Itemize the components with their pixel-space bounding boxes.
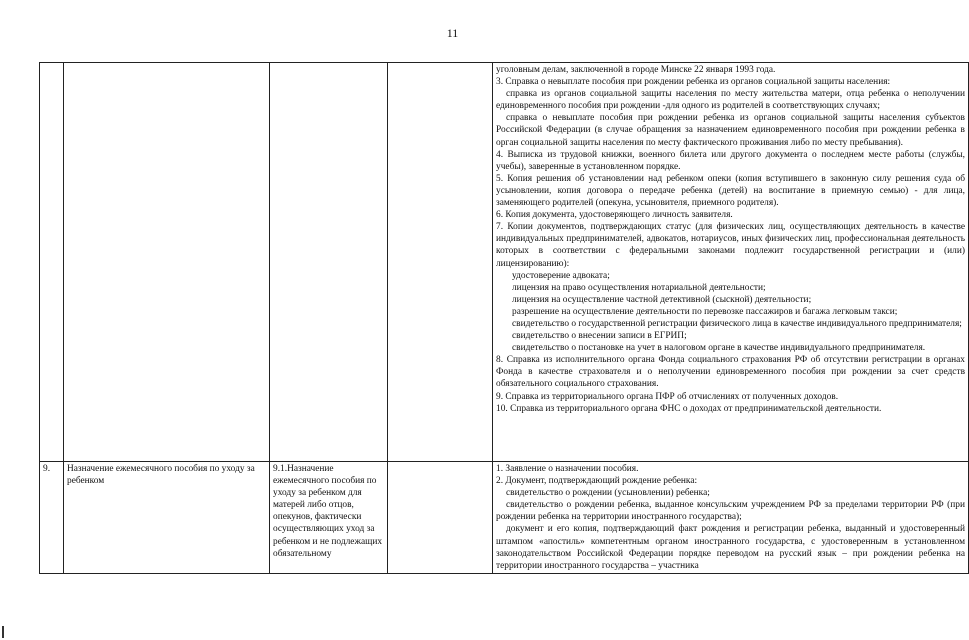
document-list-item: 3. Справка о невыплате пособия при рождении ребенка из органов социальной защиты населения: <box>496 77 891 88</box>
document-list-item: свидетельство о рождении ребенка, выданное консульским учреждением РФ за пределами территории РФ (при рождении ребенка на территории иностранного государства); <box>496 500 965 523</box>
row-number-cell <box>40 63 64 462</box>
documents-cell <box>493 63 969 462</box>
notes-cell <box>388 462 493 574</box>
document-list-item: 5. Копия решения об установлении над ребенком опеки (копия вступившего в законную силу решения суда об усыновлении, копия договора о передаче ребенка (детей) на воспитание в приемную семью) - для лица, заменяющего родителей (опекуна, усыновителя, приемного родителя). <box>496 173 965 209</box>
document-list-item: 6. Копия документа, удостоверяющего личность заявителя. <box>496 210 733 221</box>
document-list-item: 8. Справка из исполнительного органа Фонда социального страхования РФ об отсутствии регистрации в органах Фонда в качестве страхователя и о неполучении единовременного пособия при рождении за счет средств обязательного социального страхования. <box>496 355 965 390</box>
document-list-item: свидетельство о рождении (усыновлении) ребенка; <box>506 488 710 499</box>
subservice-cell: 9.1.Назначение ежемесячного пособия по уходу за ребенком для матерей либо отцов, опекунов, фактически осуществляющих уход за ребенком и не подлежащих обязательному <box>270 462 388 574</box>
document-list-item: справка о невыплате пособия при рождении ребенка из органов социальной защиты населения субъектов Российской Федерации (в случае обращения за назначением единовременного пособия при рождении ребенка в орган социальной защиты населения по месту фактического проживания либо по месту пребывания). <box>496 113 965 148</box>
document-list-item: 9. Справка из территориального органа ПФР об отчислениях от полученных доходов. <box>496 391 839 402</box>
document-list-item: 1. Заявление о назначении пособия. <box>496 464 639 474</box>
document-list-item: 4. Выписка из трудовой книжки, военного билета или другого документа о последнем месте работы (службы, учебы), заверенные в установленном порядке. <box>496 149 965 172</box>
document-list-item: удостоверение адвоката; <box>512 270 610 281</box>
documents-cell <box>493 462 969 574</box>
row-number-cell: 9. <box>40 462 64 574</box>
document-list-item: справка из органов социальной защиты населения по месту жительства матери, отца ребенка о неполучении единовременного пособия при рождении -для одного из родителей в соответствующих случаях; <box>496 89 965 112</box>
document-list-item: свидетельство о государственной регистрации физического лица в качестве индивидуального предпринимателя; <box>512 318 962 329</box>
document-list-item: документ и его копия, подтверждающий факт рождения и регистрации ребенка, выданный и удостоверенный штампом «апостиль» компетентным органом иностранного государства, с удостоверенным в установленном законодательством Российской Федерации порядке переводом на русский язык – при рождении ребенка на территории иностранного государства – участника <box>496 524 965 571</box>
document-list-item: 2. Документ, подтверждающий рождение ребенка: <box>496 476 698 487</box>
services-table <box>39 62 969 574</box>
document-list-item: свидетельство о внесении записи в ЕГРИП; <box>512 331 687 342</box>
table-row <box>40 462 969 574</box>
page-number: 11 <box>446 26 459 40</box>
notes-cell <box>388 63 493 462</box>
subservice-cell <box>270 63 388 462</box>
service-name-cell: Назначение ежемесячного пособия по уходу за ребенком <box>64 462 270 574</box>
document-list-item: разрешение на осуществление деятельности по перевозке пассажиров и багажа легковым такси; <box>512 306 898 317</box>
service-name-cell <box>64 63 270 462</box>
document-list-item: 10. Справка из территориального органа ФНС о доходах от предпринимательской деятельности. <box>496 403 882 414</box>
document-list-item: 7. Копии документов, подтверждающих статус (для физических лиц, осуществляющих деятельность в качестве индивидуальных предпринимателей, адвокатов, нотариусов, иных физических лиц, профессиональная деятельность которых в соответствии с федеральными законами подлежит государственной регистрации и (или) лицензированию): <box>496 222 965 269</box>
table-row <box>40 63 969 462</box>
document-list-item: лицензия на осуществление частной детективной (сыскной) деятельности; <box>512 294 812 305</box>
document-list-item: лицензия на право осуществления нотариальной деятельности; <box>512 282 766 293</box>
scan-mark <box>2 626 4 638</box>
document-list-item: свидетельство о постановке на учет в налоговом органе в качестве индивидуального предпринимателя. <box>512 343 926 354</box>
document-list-item: уголовным делам, заключенной в городе Минске 22 января 1993 года. <box>496 65 776 75</box>
